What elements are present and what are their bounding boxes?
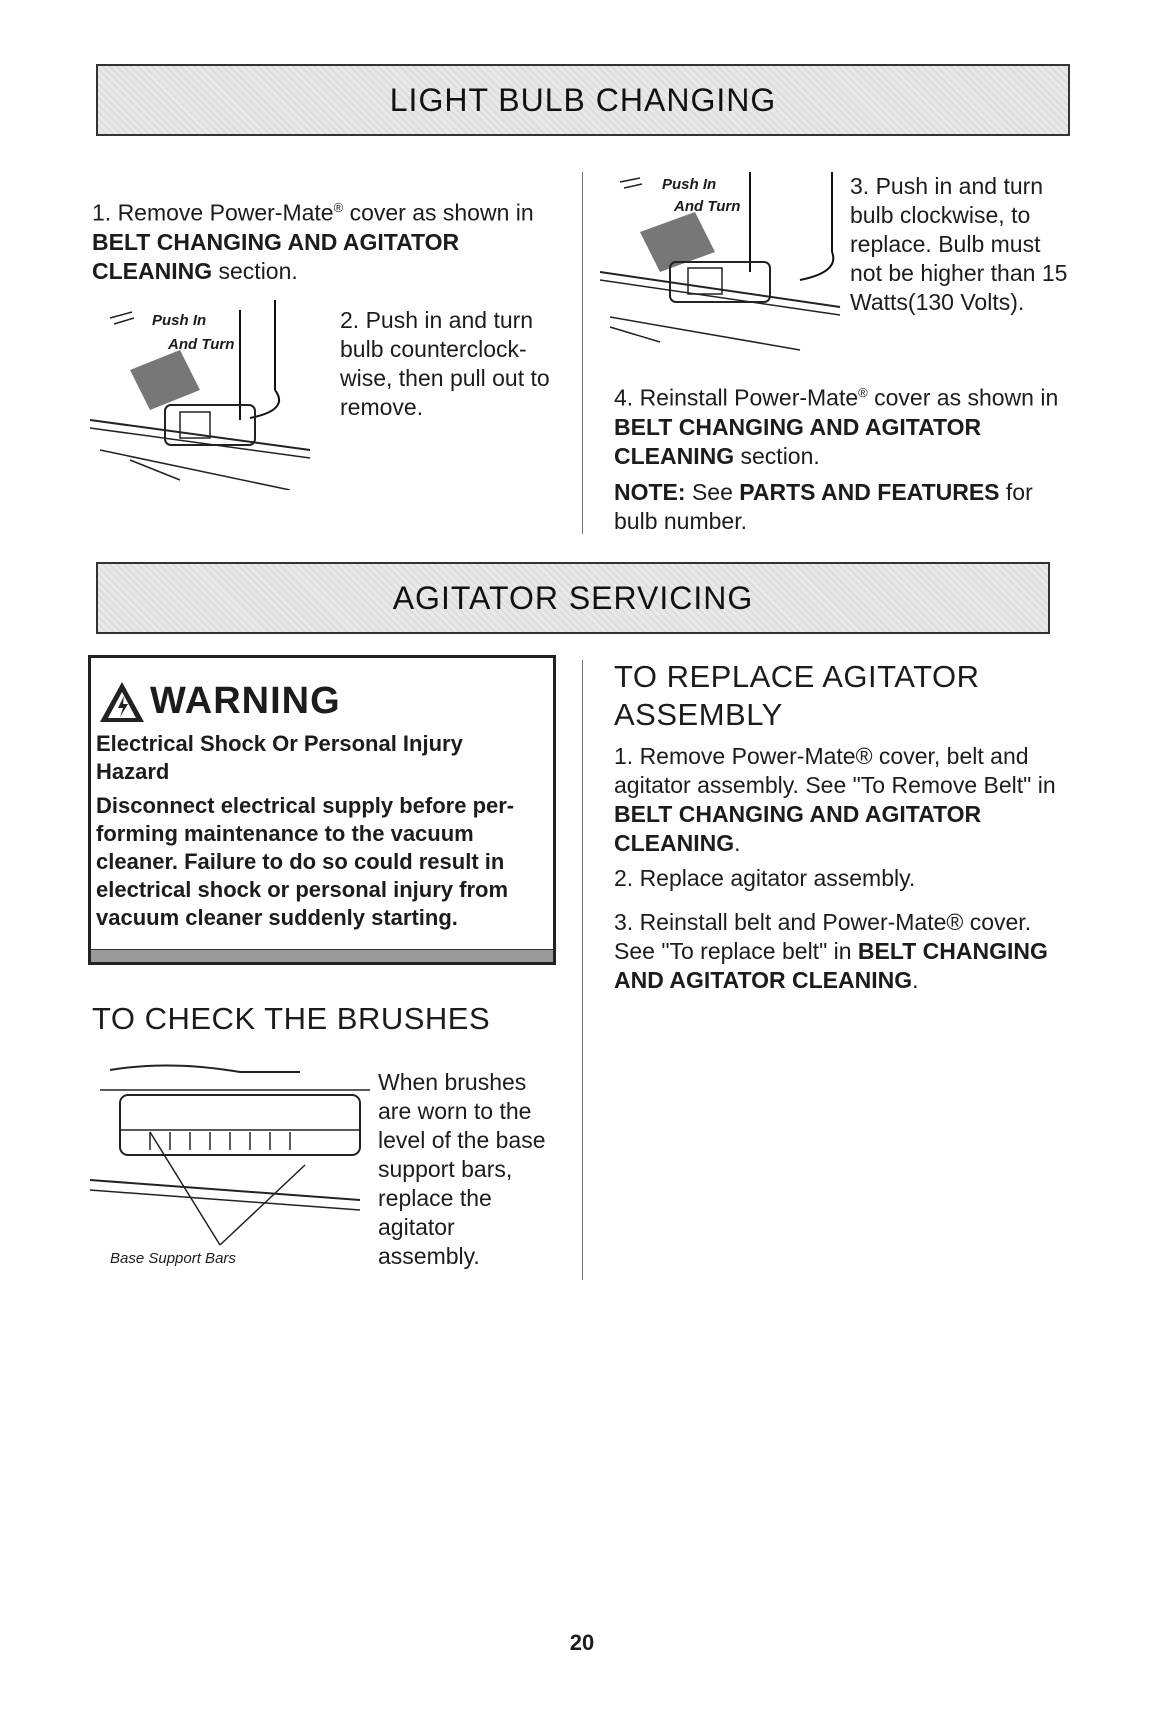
bulb-install-figure	[600, 172, 845, 352]
warning-triangle-icon	[98, 680, 146, 724]
warning-hazard: Electrical Shock Or Personal Injury Hazard	[96, 731, 463, 784]
brushes-heading: TO CHECK THE BRUSHES	[92, 1001, 491, 1036]
warning-body: Disconnect electrical supply before per-forming maintenance to the vacuum cleaner. Failure to do so could result in electrical shock or personal injury from vacuum cleaner suddenly starting.	[96, 793, 515, 930]
brushes-text: When brushes are worn to the level of the base support bars, replace the agitator assembly.	[378, 1069, 546, 1269]
column-divider	[582, 660, 583, 1280]
replace-step-1: 1. Remove Power-Mate® cover, belt and agitator assembly. See "To Remove Belt" in BELT CHANGING AND AGITATOR CLEANING.	[614, 743, 1056, 856]
note-text: NOTE: See PARTS AND FEATURES for bulb number.	[614, 479, 1033, 534]
replace-step-2: 2. Replace agitator assembly.	[614, 865, 916, 891]
step-3-text: 3. Push in and turn bulb clockwise, to replace. Bulb must not be higher than 15 Watts(130 Volts).	[850, 173, 1068, 315]
column-divider	[582, 172, 583, 534]
push-in-label: Push In	[152, 312, 207, 329]
bulb-removal-figure	[90, 300, 320, 490]
step-1-text: 1. Remove Power-Mate® cover as shown in BELT CHANGING AND AGITATOR CLEANING section.	[92, 199, 534, 284]
replace-heading: TO REPLACE AGITATOR ASSEMBLY	[614, 659, 980, 732]
section-title: AGITATOR SERVICING	[392, 579, 754, 616]
step-4-text: 4. Reinstall Power-Mate® cover as shown in BELT CHANGING AND AGITATOR CLEANING section.	[614, 384, 1059, 469]
page-number: 20	[569, 1630, 595, 1655]
replace-step-3: 3. Reinstall belt and Power-Mate® cover. See "To replace belt" in BELT CHANGING AND AGITATOR CLEANING.	[614, 909, 1048, 993]
and-turn-label: And Turn	[674, 198, 741, 215]
and-turn-label: And Turn	[168, 336, 235, 353]
brushes-illustration	[90, 1060, 380, 1270]
brushes-figure	[90, 1060, 380, 1270]
base-support-bars-label: Base Support Bars	[110, 1250, 236, 1267]
section-banner-agitator	[96, 562, 1050, 634]
push-in-label: Push In	[662, 176, 717, 193]
step-2-text: 2. Push in and turn bulb counterclock-wise, then pull out to remove.	[340, 307, 550, 420]
warning-title: WARNING	[150, 680, 341, 722]
warning-bottom-bar	[91, 949, 553, 962]
section-title: LIGHT BULB CHANGING	[389, 81, 777, 118]
section-banner-light-bulb	[96, 64, 1070, 136]
